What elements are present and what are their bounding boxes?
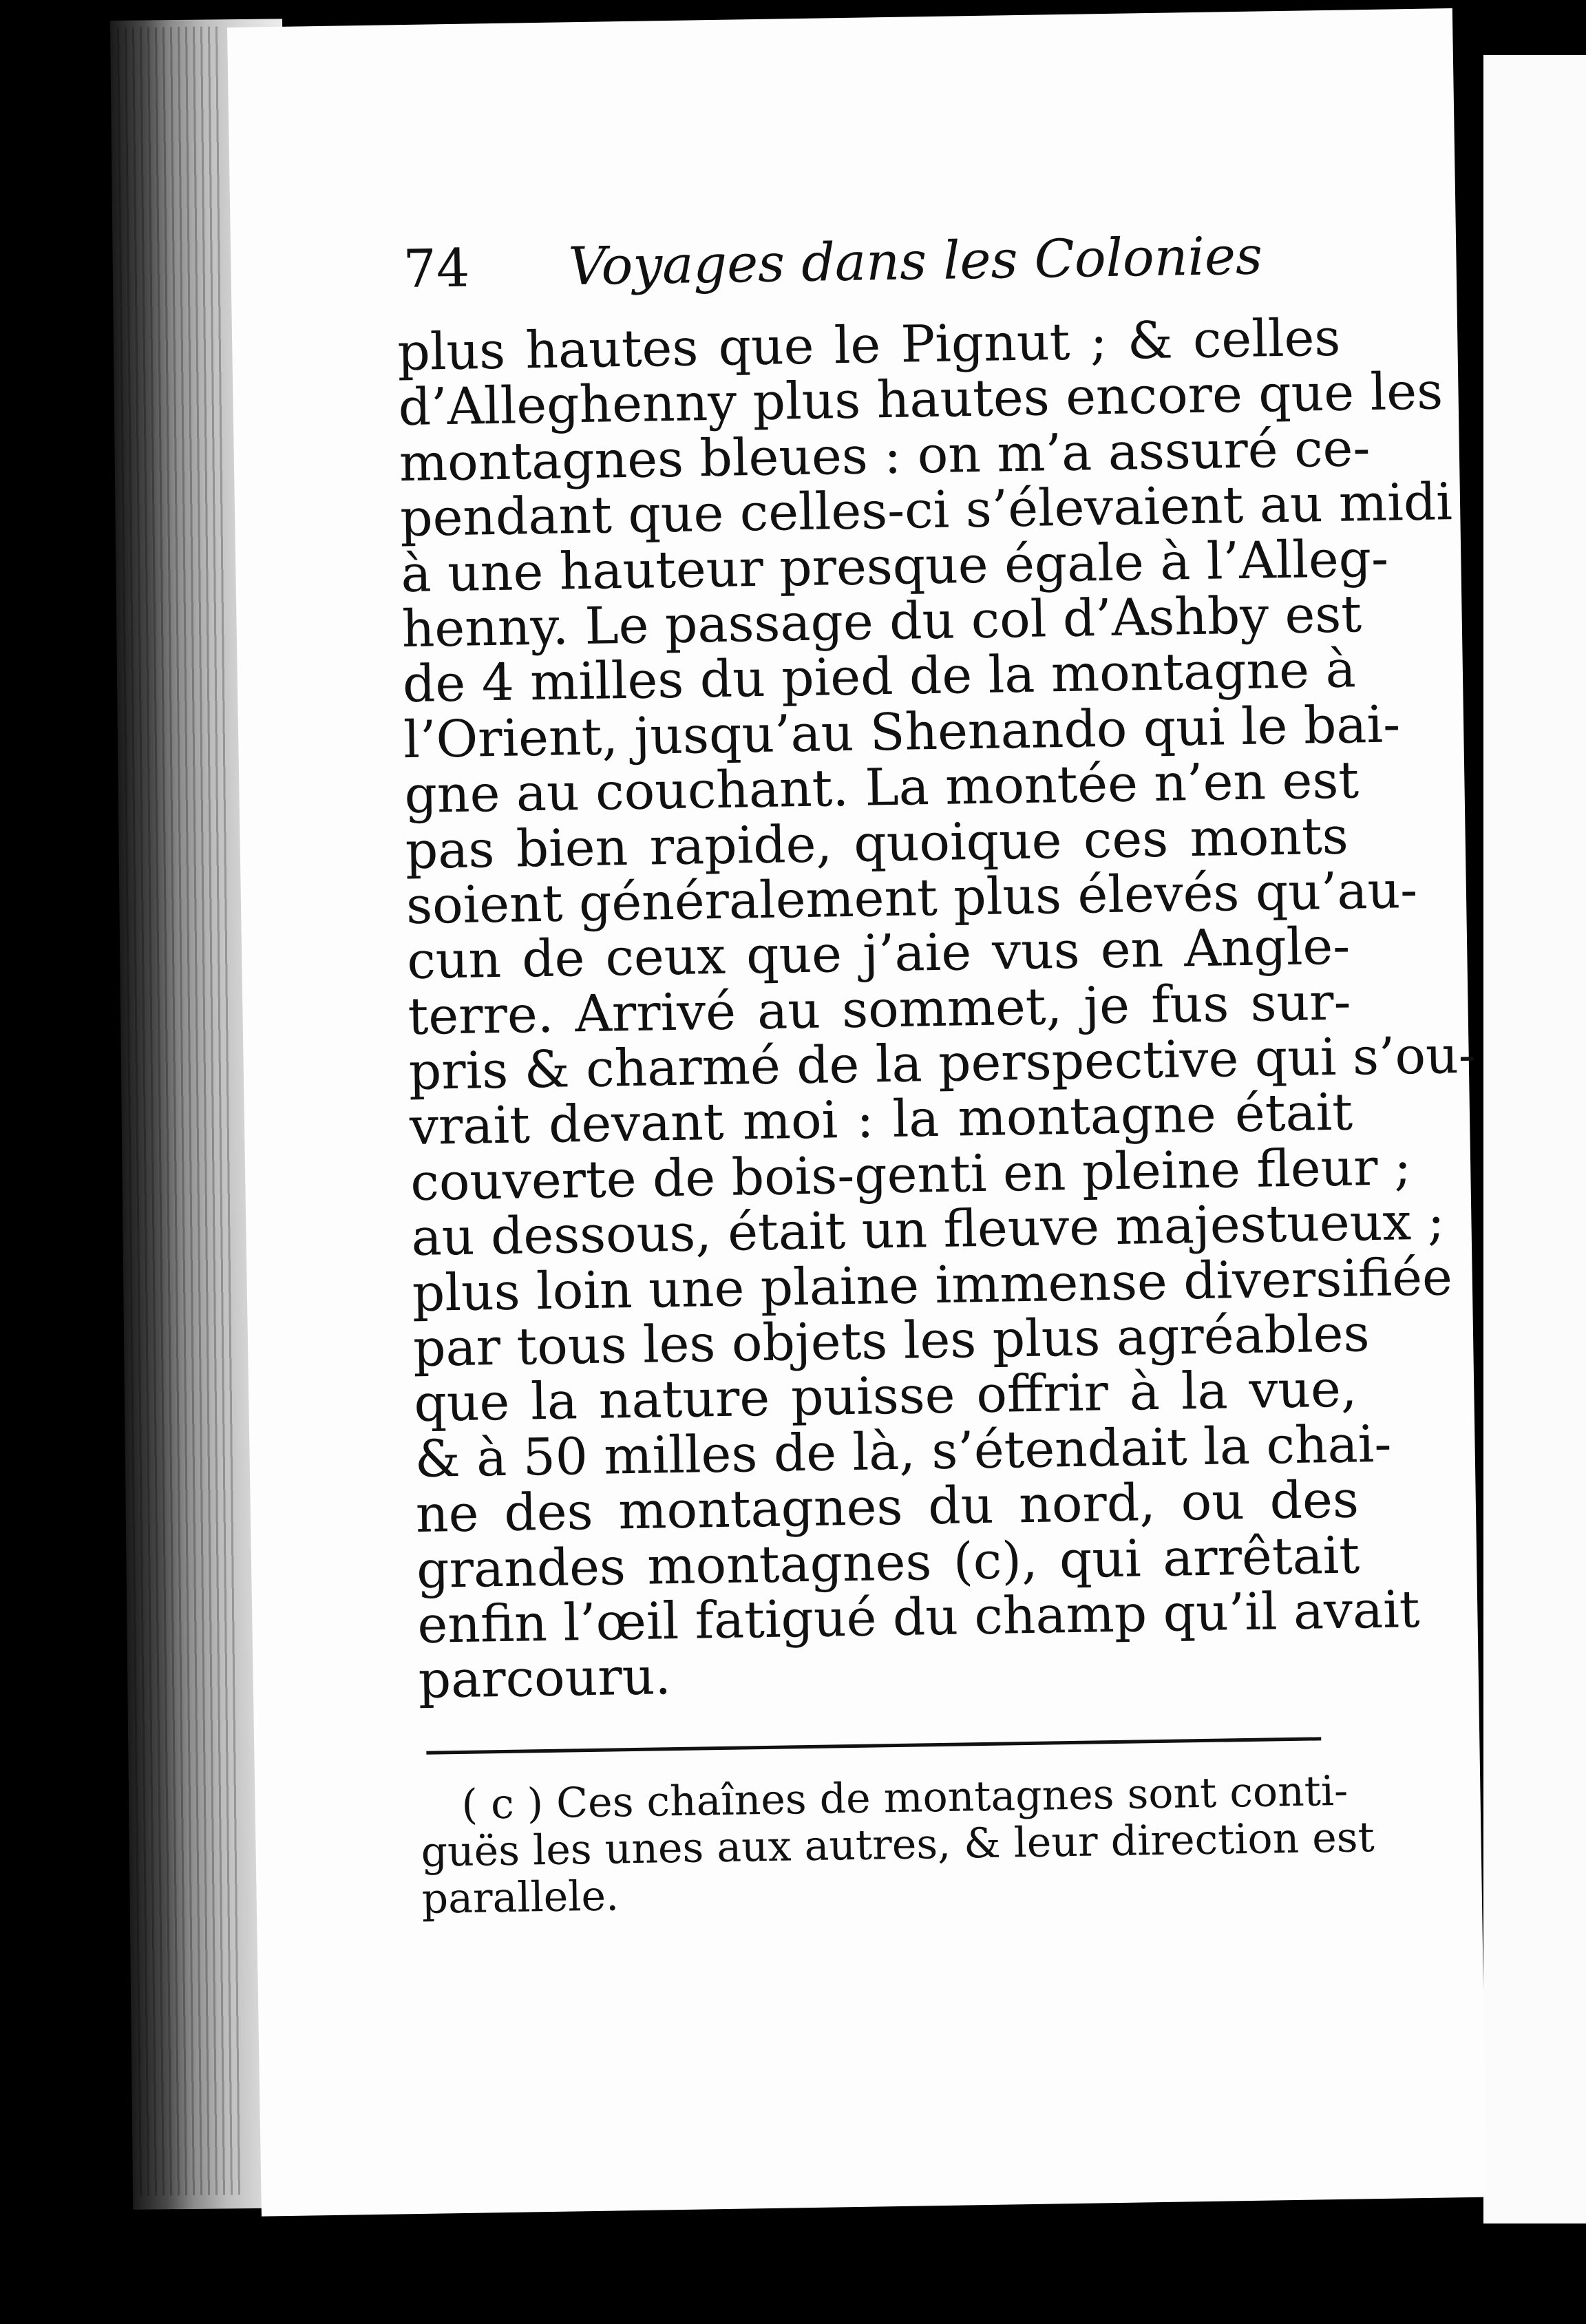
text-line: pendant que celles-ci s’élevaient au midi <box>399 472 1453 549</box>
text-line: henny. Le passage du col d’Ashby est <box>401 584 1362 659</box>
text-line: & à 50 milles de là, s’étendait la chai- <box>414 1414 1392 1489</box>
adjacent-page-edge <box>1480 55 1586 2223</box>
text-line: au dessous, était un fleuve majestueux ; <box>410 1192 1446 1268</box>
text-line: de 4 milles du pied de la montagne à <box>402 640 1357 715</box>
footnote-line: guës les unes aux autres, & leur direction est <box>421 1813 1375 1877</box>
text-line: soient généralement plus élevés qu’au- <box>405 860 1418 936</box>
body-text <box>396 308 1477 1711</box>
text-line: d’Alleghenny plus hautes encore que les <box>398 361 1444 438</box>
text-line: pris & charmé de la perspective qui s’ou- <box>408 1025 1477 1102</box>
text-line: plus loin une plaine immense diversifiée <box>412 1247 1453 1323</box>
footnote-rule <box>426 1737 1321 1754</box>
footnote-line: parallele. <box>421 1872 620 1923</box>
footnote-line: ( c ) Ces chaînes de montagnes sont conti- <box>461 1766 1349 1829</box>
text-line: que la nature puisse offrir à la vue, <box>413 1359 1357 1434</box>
footnote <box>420 1766 1375 1923</box>
text-line: grandes montagnes (c), qui arrêtait <box>416 1525 1360 1600</box>
text-line: cun de ceux que j’aie vus en Angle- <box>406 916 1351 991</box>
page-number: 74 <box>402 237 470 300</box>
running-title: Voyages dans les Colonies <box>567 224 1263 297</box>
text-line: pas bien rapide, quoique ces monts <box>405 806 1349 880</box>
text-line: montagnes bleues : on m’a assuré ce- <box>399 418 1371 493</box>
text-line: enfin l’œil fatigué du champ qu’il avait <box>416 1580 1421 1655</box>
text-line: gne au couchant. La montée n’en est <box>403 750 1360 825</box>
text-line: couverte de bois-genti en pleine fleur ; <box>410 1137 1412 1212</box>
page-content <box>396 217 1477 1923</box>
book-page <box>227 8 1487 2217</box>
text-line: vrait devant moi : la montagne était <box>409 1082 1353 1157</box>
text-line: plus hautes que le Pignut ; & celles <box>396 308 1341 383</box>
text-line: par tous les objets les plus agréables <box>412 1304 1371 1379</box>
text-line: ne des montagnes du nord, ou des <box>415 1470 1360 1545</box>
text-line: l’Orient, jusqu’au Shenando qui le bai- <box>403 695 1401 770</box>
text-line: parcouru. <box>418 1647 672 1711</box>
running-head <box>396 217 1340 308</box>
text-line: terre. Arrivé au sommet, je fus sur- <box>407 972 1352 1046</box>
text-line: à une hauteur presque égale à l’Alleg- <box>400 529 1389 604</box>
